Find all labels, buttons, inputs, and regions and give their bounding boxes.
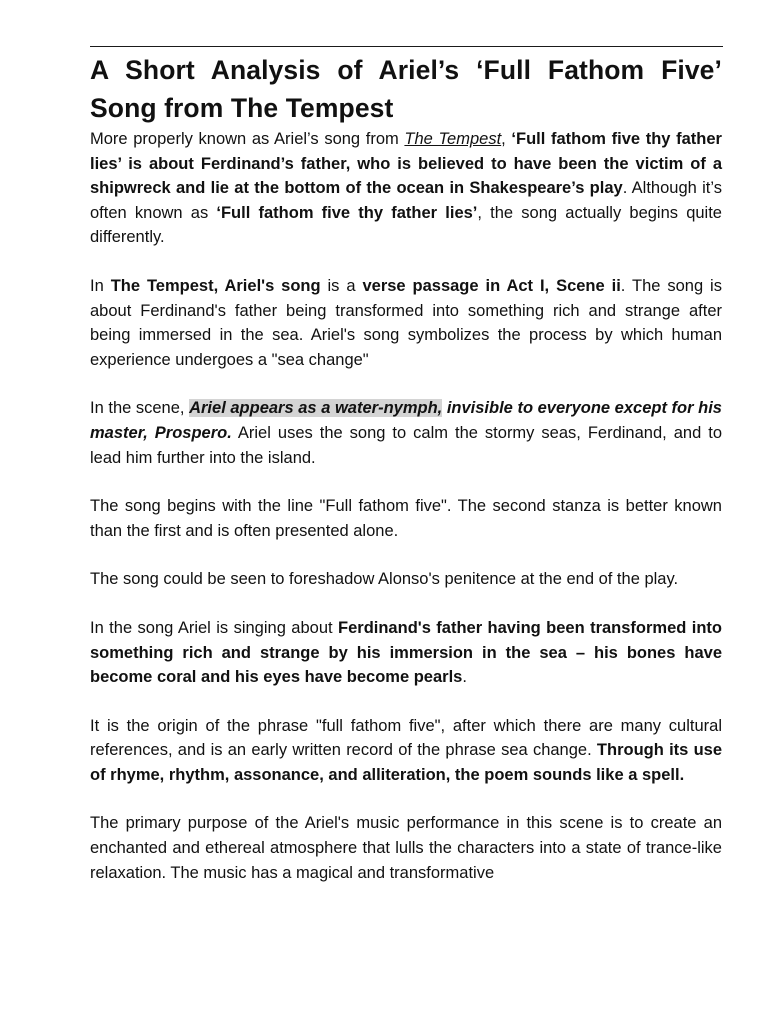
- paragraph-transformation: [90, 616, 722, 690]
- paragraph-purpose: The primary purpose of the Ariel's music performance in this scene is to create an enchanted and ethereal atmosphere that lulls the characters into a state of trance-like relaxation. The music has a magical and transformative: [90, 814, 722, 882]
- paragraph-scene: [90, 396, 722, 470]
- paragraph-song-begins: The song begins with the line "Full fathom five". The second stanza is better known than the first and is often presented alone.: [90, 497, 722, 540]
- the-tempest-link[interactable]: The Tempest: [404, 130, 502, 148]
- p3-bold-italic: invisible to everyone except for his master, Prospero.: [90, 399, 722, 442]
- p2-text-c: is a: [320, 276, 363, 295]
- p2-bold-act: verse passage in Act I, Scene ii: [362, 276, 621, 295]
- p1-bold-summary: ‘Full fathom five thy father lies’ is about Ferdinand’s father, who is believed to have been the victim of a shipwreck and lie at the bottom of the ocean in Shakespeare’s play: [90, 130, 722, 198]
- p1-text-a: More properly known as Ariel’s song from: [90, 130, 405, 148]
- p6-text-c: .: [462, 668, 467, 687]
- p6-bold-transformation: Ferdinand's father having been transformed into something rich and strange by his immersion in the sea – his bones have become coral and his eyes have become pearls: [90, 618, 722, 687]
- article-body: [90, 51, 722, 909]
- p2-text-a: In: [90, 276, 111, 295]
- p1-text-g: , the song actually begins quite differently.: [90, 203, 722, 247]
- p1-text-c: ,: [501, 130, 512, 148]
- paragraph-foreshadow: The song could be seen to foreshadow Alonso's penitence at the end of the play.: [90, 570, 679, 589]
- p3-text-a: In the scene,: [90, 399, 190, 418]
- p3-highlighted-text: Ariel appears as a water-nymph,: [189, 399, 443, 418]
- p7-text-a: It is the origin of the phrase "full fathom five", after which there are many cultural references, and is an early written record of the phrase sea change.: [90, 716, 722, 760]
- article-title: A Short Analysis of Ariel’s ‘Full Fathom Five’ Song from The Tempest: [90, 55, 722, 123]
- paragraph-intro: [90, 127, 722, 250]
- p7-bold-spell: Through its use of rhyme, rhythm, assonance, and alliteration, the poem sounds like a spell.: [90, 741, 722, 784]
- p1-bold-quote: ‘Full fathom five thy father lies’: [216, 203, 478, 222]
- paragraph-origin: [90, 714, 722, 788]
- p3-text-d: Ariel uses the song to calm the stormy seas, Ferdinand, and to lead him further into the island.: [90, 423, 722, 467]
- top-rule: [90, 46, 723, 47]
- p2-bold-song: The Tempest, Ariel's song: [110, 276, 321, 295]
- paragraph-verse-passage: [90, 274, 722, 372]
- p6-text-a: In the song Ariel is singing about: [90, 618, 339, 637]
- p1-text-e: . Although it’s often known as: [90, 179, 722, 222]
- p2-text-e: . The song is about Ferdinand's father being transformed into something rich and strange after being immersed in the sea. Ariel's song symbolizes the process by which human experience undergoes a "sea change": [90, 276, 722, 369]
